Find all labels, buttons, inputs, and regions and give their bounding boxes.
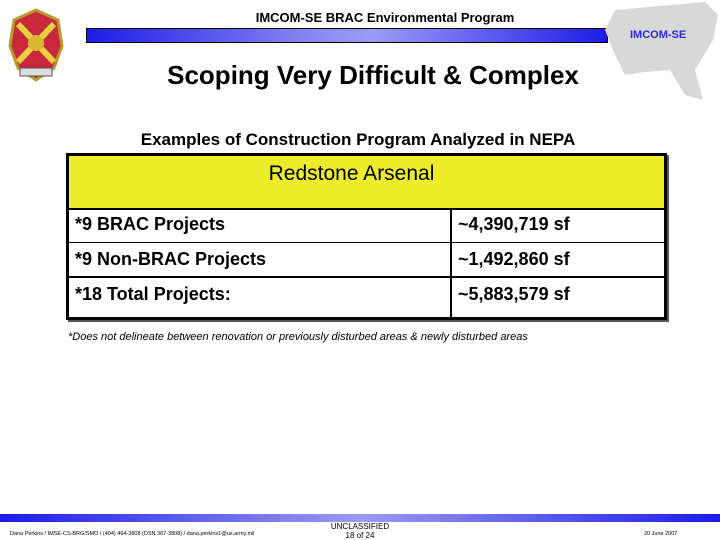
program-title: IMCOM-SE BRAC Environmental Program (255, 10, 515, 25)
footnote: *Does not delineate between renovation or previously disturbed areas & newly disturbed areas (68, 331, 528, 343)
row-label: *18 Total Projects: (75, 284, 231, 304)
header-bar (86, 28, 608, 43)
region-label: IMCOM-SE (630, 29, 687, 41)
table-row (69, 208, 664, 243)
slide-subtitle: Examples of Construction Program Analyzed in NEPA (140, 130, 576, 149)
table-row (69, 277, 664, 318)
page-number: 18 of 24 (345, 531, 375, 540)
row-value: ~5,883,579 sf (458, 284, 570, 304)
row-value: ~1,492,860 sf (458, 249, 570, 269)
row-label: *9 Non-BRAC Projects (75, 249, 267, 269)
table-header-label: Redstone Arsenal (268, 162, 435, 185)
projects-table (66, 153, 667, 320)
table-header (69, 156, 664, 210)
table-row (69, 243, 664, 277)
footer-bar (0, 514, 720, 522)
row-value: ~4,390,719 sf (458, 214, 570, 234)
classification: UNCLASSIFIED (330, 522, 390, 531)
slide-title: Scoping Very Difficult & Complex (167, 60, 579, 90)
footer-contact: Dana Perkins / IMSE-CS-BRG/SMO / (404) 464-3808 (DSN 367-3808) / dana.perkins1@us.army.mil (10, 531, 255, 537)
footer-center (300, 522, 420, 540)
footer-date: 20 June 2007 (644, 531, 678, 537)
row-label: *9 BRAC Projects (75, 214, 226, 234)
